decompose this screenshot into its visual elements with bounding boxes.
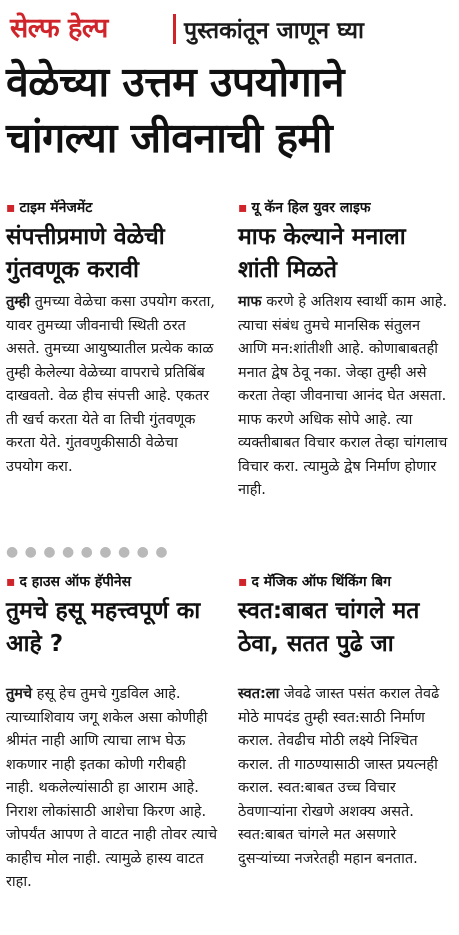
article-lead-word: तुम्ही (6, 294, 31, 310)
header-divider (173, 14, 176, 44)
article-kicker: ▪ द मॅजिक ऑफ थिंकिंग बिग (238, 574, 392, 590)
bullet-square-icon: ▪ (238, 574, 248, 590)
main-headline (6, 54, 454, 166)
article-time-management (6, 198, 218, 479)
headline-line-1: वेळेच्या उत्तम उपयोगाने (6, 58, 345, 106)
article-house-of-happiness (6, 572, 218, 895)
article-kicker: ▪ टाइम मॅनेजमेंट (6, 200, 93, 216)
article-title: तुमचे हसू महत्त्वपूर्ण का आहे ? (6, 598, 201, 657)
article-body: तुम्ही तुमच्या वेळेचा कसा उपयोग करता, यावर तुमच्या जीवनाची स्थिती ठरत असते. तुमच्या आयुष्यातील प्रत्येक काळ तुम्ही केलेल्या वेळेच्या वापराचे प्रतिबिंब दाखवतो. वेळ हीच संपत्ती आहे. एकतर ती खर्च करता येते वा तिची गुंतवणूक करता येते. गुंतवणुकीसाठी वेळेचा उपयोग करा. (6, 294, 215, 475)
brand-logo: सेल्फ हेल्प (10, 13, 108, 44)
page-header (8, 6, 453, 46)
article-heal-your-life (238, 198, 450, 503)
header-tagline: पुस्तकांतून जाणून घ्या (184, 18, 364, 44)
article-lead-word: स्वत:ला (238, 686, 280, 702)
article-kicker: ▪ यू कॅन हिल युवर लाइफ (238, 200, 371, 216)
article-lead-word: माफ (238, 294, 262, 310)
article-lead-word: तुमचे (6, 686, 33, 702)
bullet-square-icon: ▪ (6, 200, 16, 216)
bullet-square-icon: ▪ (238, 200, 248, 216)
article-title: संपत्तीप्रमाणे वेळेची गुंतवणूक करावी (6, 224, 165, 283)
bullet-square-icon: ▪ (6, 574, 16, 590)
article-title: माफ केल्याने मनाला शांती मिळते (238, 224, 406, 283)
headline-line-2: चांगल्या जीवनाची हमी (6, 114, 333, 162)
article-body: तुमचे हसू हेच तुमचे गुडविल आहे. त्याच्याशिवाय जगू शकेल असा कोणीही श्रीमंत नाही आणि त्याचा लाभ घेऊ शकणार नाही इतका कोणी गरीबही नाही. थकलेल्यांसाठी हा आराम आहे. निराश लोकांसाठी आशेचा किरण आहे. जोपर्यंत आपण ते वाटत नाही तोवर त्याचे काहीच मोल नाही. त्यामुळे हास्य वाटत राहा. (6, 686, 218, 890)
article-title: स्वत:बाबत चांगले मत ठेवा, सतत पुढे जा (238, 598, 420, 657)
article-body: स्वत:ला जेवढे जास्त पसंत कराल तेवढे मोठे मापदंड तुम्ही स्वत:साठी निर्माण कराल. तेवढीच मोठी लक्ष्ये निश्चित कराल. ती गाठण्यासाठी जास्त प्रयत्नही कराल. स्वत:बाबत उच्च विचार ठेवणाऱ्यांना रोखणे अशक्य असते. स्वत:बाबत चांगले मत असणारे दुसऱ्यांच्या नजरेतही महान बनतात. (238, 686, 440, 867)
section-dots-divider: ● ● ● ● ● ● ● ● ● (6, 544, 169, 560)
article-magic-of-thinking-big (238, 572, 450, 871)
article-body: माफ करणे हे अतिशय स्वार्थी काम आहे. त्याचा संबंध तुमचे मानसिक संतुलन आणि मन:शांतीशी आहे. कोणाबाबतही मनात द्वेष ठेवू नका. जेव्हा तुम्ही असे करता तेव्हा जीवनाचा आनंद घेत असता. माफ करणे अधिक सोपे आहे. त्या व्यक्तीबाबत विचार कराल तेव्हा चांगलाच विचार करा. त्यामुळे द्वेष निर्माण होणार नाही. (238, 294, 448, 498)
article-kicker: ▪ द हाउस ऑफ हॅपीनेस (6, 574, 132, 590)
